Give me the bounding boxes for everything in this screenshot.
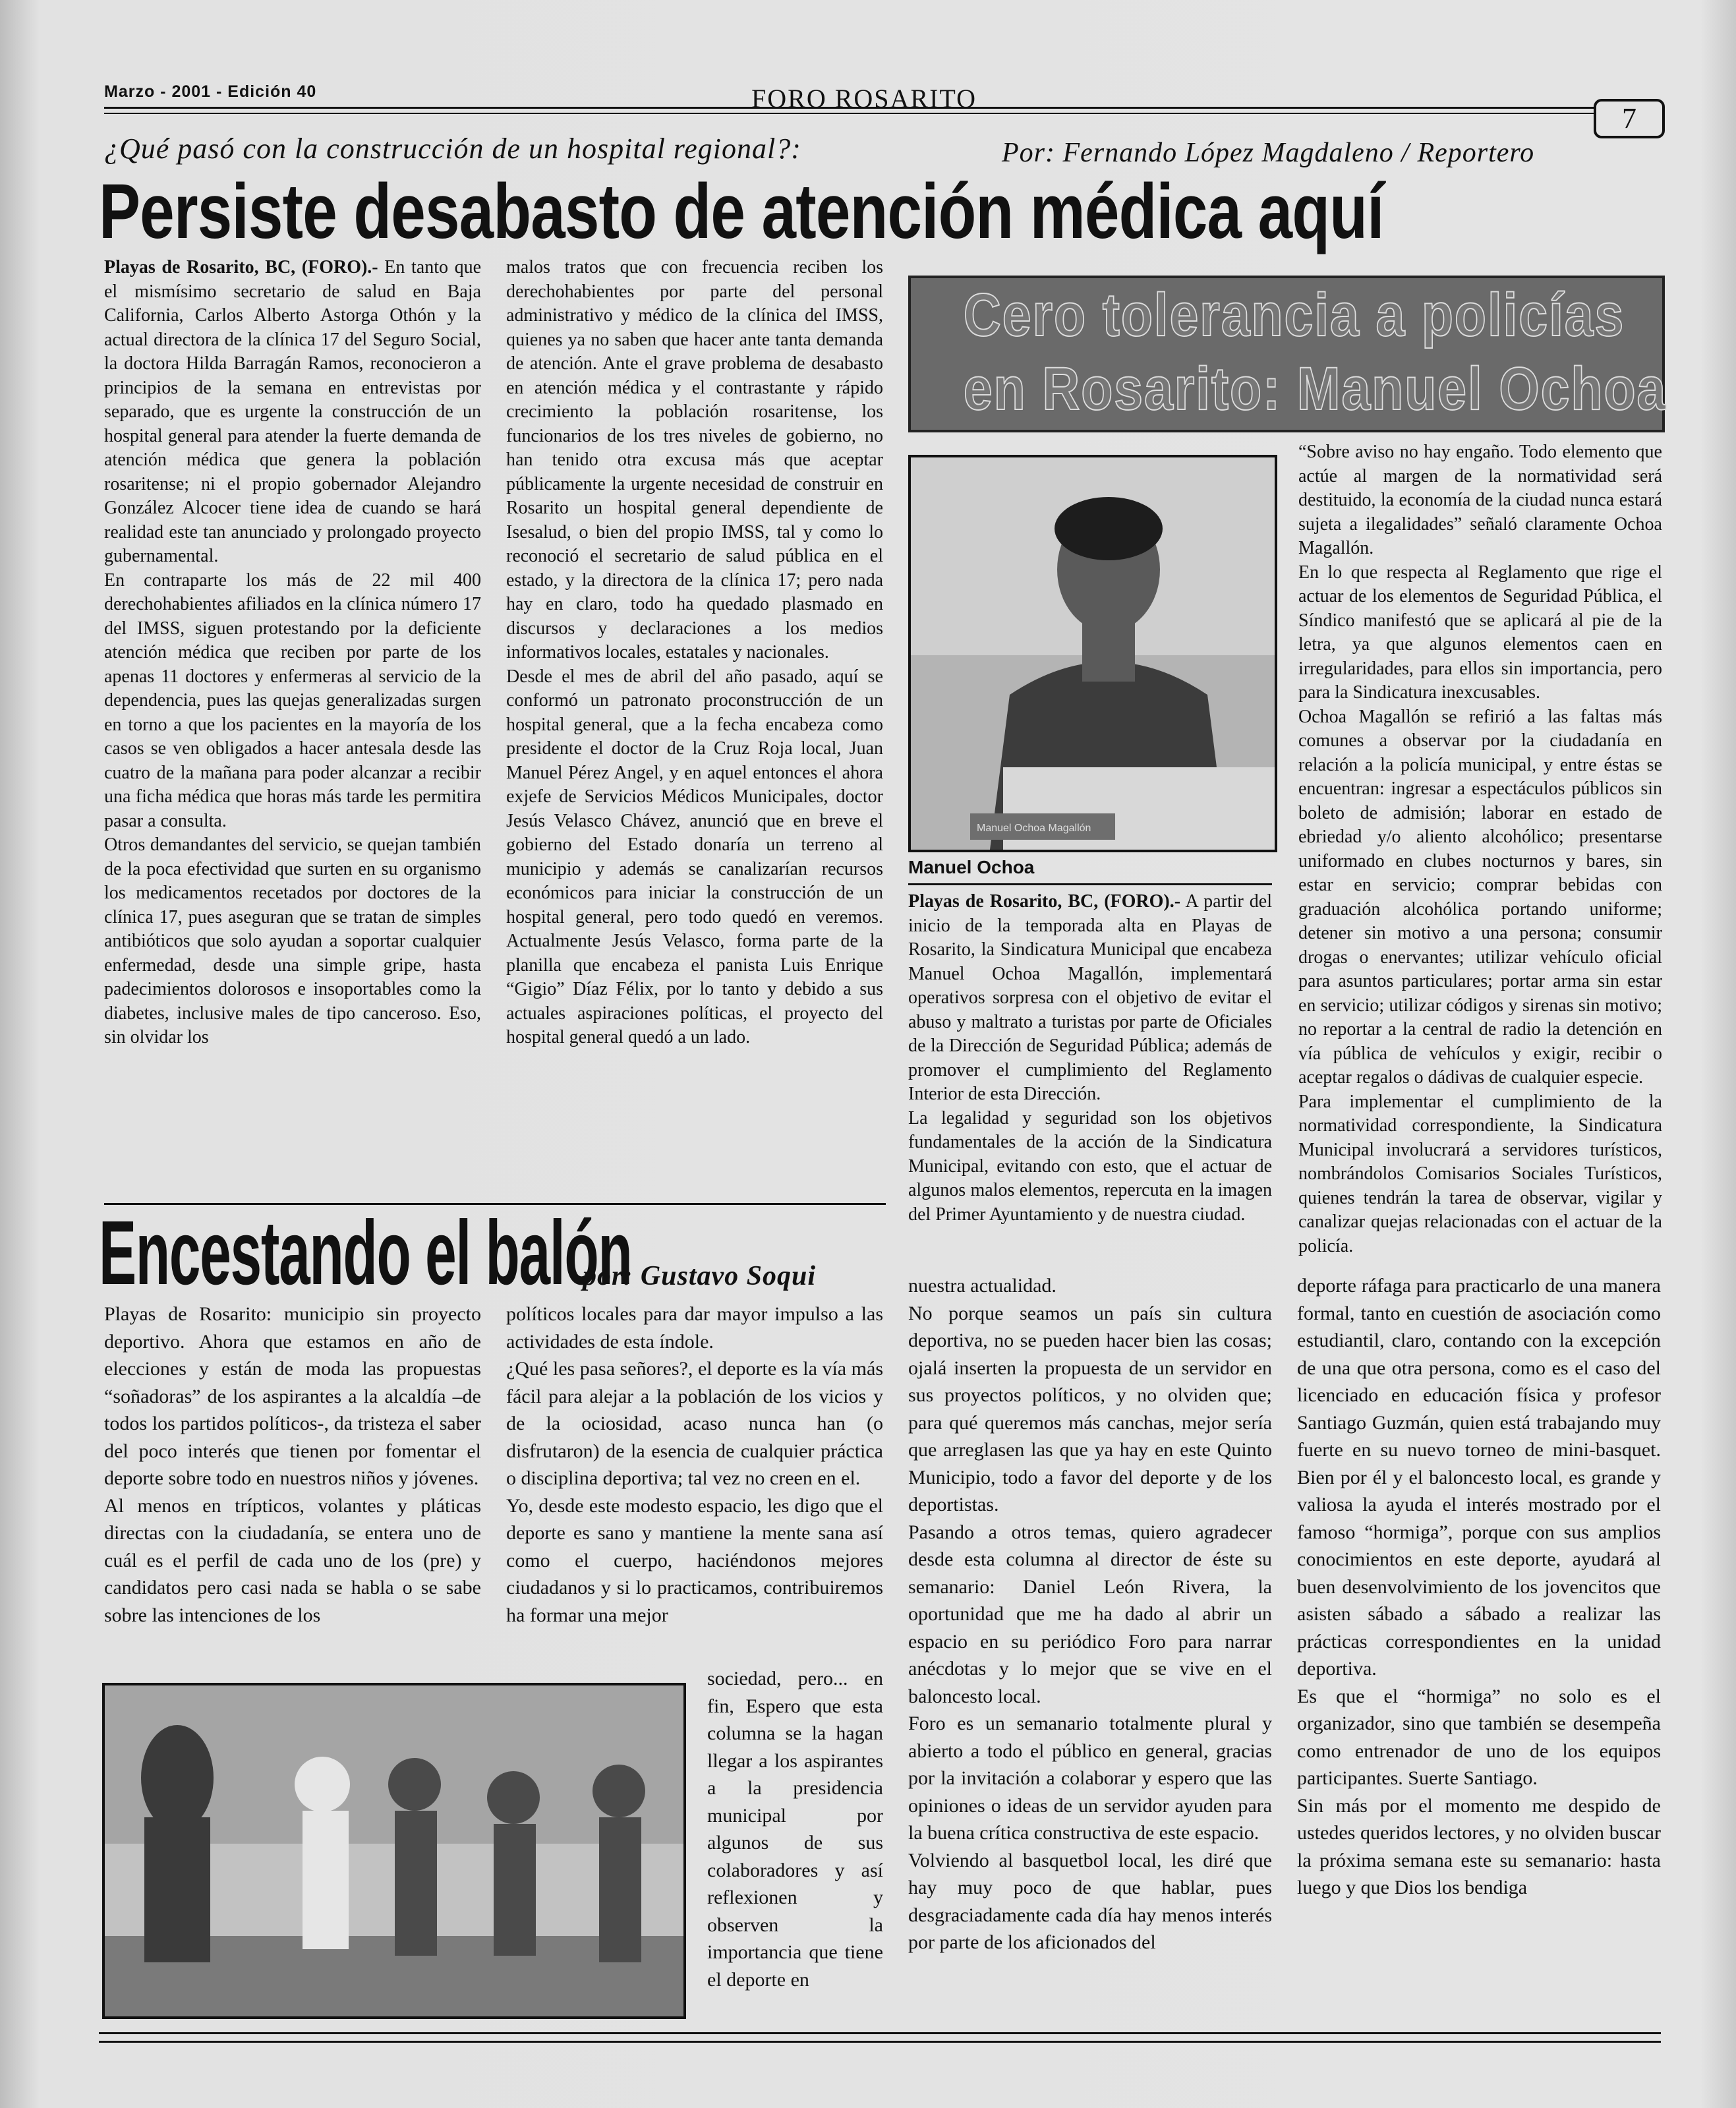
article3-byline: por: Gustavo Soqui (583, 1261, 817, 1291)
page-number: 7 (1594, 99, 1665, 138)
article1-paragraph: Playas de Rosarito, BC, (FORO).- En tanto que el mismísimo secretario de salud en Baja California, Carlos Alberto Astorga Othón y la actual directora de la clínica 17 del Seguro Social, la doctora Hilda Barragán Ramos, reconocieron a principios de la semana en entrevistas por separado, que es urgente la construcción de un hospital general para atender la fuerte demanda de atención médica que genera la población rosaritense; ni el propio gobernador Alejandro González Alcocer tiene idea de cuando se hará realidad este tan anunciado y prolongado proyecto gubernamental. (104, 257, 482, 566)
article3-paragraph: Sin más por el momento me despido de ustedes queridos lectores, y no olviden buscar la próxima semana este su semanario: hasta luego y que Dios los bendiga (1297, 1794, 1661, 1898)
article3-paragraph: sociedad, pero... en fin, Espero que esta columna se la hagan llegar a los aspirantes a la presidencia municipal por algunos de sus colaboradores y así reflexionen y observen la importancia que tiene el deporte en (707, 1668, 883, 1991)
article3-column-1 (104, 1301, 481, 1629)
article2-paragraph: Playas de Rosarito, BC, (FORO).- A partir del inicio de la temporada alta en Playas de Rosarito, la Sindicatura Municipal que encabeza Manuel Ochoa Magallón, implementará operativos sorpresa con el objetivo de evitar el abuso y maltrato a turistas por parte de Oficiales de la Dirección de Seguridad Pública; además de promover el cumplimiento del Reglamento Interior de esta Dirección. (908, 891, 1272, 1104)
article2-paragraph: Ochoa Magallón se refirió a las faltas más comunes a observar por la ciudadanía en relación a la policía municipal, y entre éstas se encuentran: ingresar a espectáculos públicos sin boleto de admisión; laborar en estado de ebriedad y/o aliento alcohólico; presentarse uniformado en clubes nocturnos y bares, sin estar en servicio; comprar bebidas con graduación alcohólica portando uniforme; detener sin motivo a una persona; consumir drogas o enervantes; utilizar vehículo oficial para asuntos particulares; portar arma sin estar en servicio; utilizar códigos y sirenas sin motivo; no reportar a la central de radio la detención en vía pública de vehículos y exigir, recibir o aceptar regalos o dádivas de cualquier especie. (1298, 706, 1662, 1088)
article3-column-2 (506, 1301, 883, 1629)
article2-column-1 (908, 890, 1272, 1227)
issue-date: Marzo - 2001 - Edición 40 (104, 82, 317, 101)
article1-paragraph: Desde el mes de abril del año pasado, aquí se conformó un patronato proconstrucción de un hospital general, que a la fecha encabeza como presidente el doctor de la Cruz Roja local, Juan Manuel Pérez Angel, y en aquel entonces el ahora exjefe de Servicios Médicos Municipales, doctor Jesús Velasco Chávez, anunció que en breve el gobierno del Estado donaría un terreno al municipio y además se canalizarían recursos económicos para iniciar la construcción de un hospital general, pero todo quedó en veremos. Actualmente Jesús Velasco, forma parte de la planilla que encabeza el panista Luis Enrique “Gigio” Díaz Félix, por lo tanto y debido a sus actuales aspiraciones políticas, el proyecto del hospital general quedó a un lado. (506, 666, 883, 1047)
article3-column-4 (1297, 1272, 1661, 1902)
photo-caption: Manuel Ochoa (908, 857, 1035, 877)
article3-column-2-narrow (707, 1665, 883, 1993)
article3-paragraph: nuestra actualidad. (908, 1275, 1056, 1297)
article1-byline: Por: Fernando López Magdaleno / Reportero (1002, 138, 1535, 168)
article2-paragraph: “Sobre aviso no hay engaño. Todo elemento que actúe al margen de la normatividad será destituido, la economía de la ciudad nunca estará sujeta a ilegalidades” señaló claramente Ochoa Magallón. (1298, 442, 1662, 558)
article1-paragraph: En contraparte los más de 22 mil 400 derechohabientes afiliados en la clínica número 17 del IMSS, siguen protestando por la deficiente atención médica que reciben por parte de los apenas 11 doctores y enfermeras al servicio de la dependencia, pues las quejas generalizadas surgen en torno a que los pacientes en la mayoría de los casos se ven obligados a hacer antesala desde las cuatro de la mañana para poder alcanzar a recibir una ficha médica que horas más tarde les permitira pasar a consulta. (104, 570, 481, 831)
article3-paragraph: ¿Qué les pasa señores?, el deporte es la vía más fácil para alejar a la población de los vicios y de la ociosidad, acaso nunca han (o disfrutaron) de la esencia de cualquier práctica o disciplina deportiva; tal vez no creen en el. (506, 1358, 883, 1489)
article1-dateline: Playas de Rosarito, BC, (FORO).- (104, 257, 378, 278)
portrait-illustration (911, 457, 1275, 850)
stage-illustration (105, 1685, 683, 2016)
article2-paragraph: La legalidad y seguridad son los objetivos fundamentales de la acción de la Sindicatura Municipal, evitando con esto, que el actuar de algunos malos elementos, repercuta en la imagen del Primer Ayuntamiento y de nuestra ciudad. (908, 1107, 1272, 1225)
article3-paragraph: políticos locales para dar mayor impulso a las actividades de esta índole. (506, 1303, 883, 1353)
newspaper-name: FORO ROSARITO (751, 84, 977, 113)
article3-paragraph: Pasando a otros temas, quiero agradecer desde esta columna al director de éste su semanario: Daniel León Rivera, la oportunidad que me ha dado al abrir un espacio en su periódico Foro para narrar anécdotas y lo mejor que se vive en el baloncesto local. (908, 1521, 1272, 1707)
article2-headline (908, 276, 1665, 432)
article3-paragraph: No porque seamos un país sin cultura deportiva, no se pueden hacer bien las cosas; ojalá inserten la propuesta de un servidor en sus proyectos políticos, y no olviden que; para qué queremos más canchas, mejor sería que arreglasen las que ya hay en este Quinto Municipio, todo a favor del deporte y de los deportistas. (908, 1302, 1272, 1515)
nameplate: Manuel Ochoa Magallón (977, 823, 1091, 834)
article3-paragraph: Es que el “hormiga” no solo es el organizador, sino que también se desempeña como entrenador de uno de los equipos participantes. Suerte Santiago. (1297, 1685, 1661, 1789)
article2-dateline: Playas de Rosarito, BC, (FORO).- (908, 891, 1181, 912)
article3-column-3 (908, 1272, 1272, 1956)
article1-kicker: ¿Qué pasó con la construcción de un hospital regional?: (104, 132, 801, 165)
footer-rule (99, 2032, 1661, 2043)
event-photo (102, 1683, 686, 2019)
caption-rule (908, 883, 1272, 885)
article3-paragraph: Volviendo al basquetbol local, les diré que hay muy poco de que hablar, pues desgraciadamente cada día hay menos interés por parte de los aficionados del (908, 1849, 1272, 1953)
header-rule (104, 107, 1594, 114)
article1-column-2 (506, 256, 883, 1050)
article3-paragraph: Al menos en trípticos, volantes y pláticas directas con la ciudadanía, se entera uno de cuál es el perfil de cada uno de los (pre) y candidatos pero casi nada se habla o se sabe sobre las intenciones de los (104, 1494, 481, 1626)
article3-paragraph: Yo, desde este modesto espacio, les digo que el deporte es sano y mantiene la mente sana así como el cuerpo, haciéndonos mejores ciudadanos y si lo practicamos, contribuiremos ha formar una mejor (506, 1494, 883, 1626)
article3-paragraph: Playas de Rosarito: municipio sin proyecto deportivo. Ahora que estamos en año de elecciones y están de moda las propuestas “soñadoras” de los aspirantes a la alcaldía –de todos los partidos políticos-, da tristeza el saber del poco interés que tienen por fomentar el deporte sobre todo en nuestros niños y jóvenes. (104, 1303, 481, 1489)
article1-paragraph: malos tratos que con frecuencia reciben los derechohabientes por parte del personal administrativo y médico de la clínica del IMSS, quienes ya no saben que hacer ante tanta demanda de atención. Ante el grave problema de desabasto en atención médica y el contrastante y rápido crecimiento la población rosaritense, los funcionarios de los tres niveles de gobierno, no han tenido otra excusa más que aceptar públicamente la urgente necesidad de construir en Rosarito un hospital general dependiente de Isesalud, o bien del propio IMSS, tal y como lo reconoció el secretario de salud pública en el estado, y la directora de la clínica 17; pero nada hay en claro, todo ha quedado plasmado en discursos y declaraciones a los medios informativos locales, estatales y nacionales. (506, 257, 883, 662)
article3-paragraph: Foro es un semanario totalmente plural y abierto a todo el público en general, gracias por la invitación a colaborar y espero que las opiniones o ideas de un servidor ayuden para la buena crítica constructiva de este espacio. (908, 1713, 1272, 1844)
article2-paragraph: En lo que respecta al Reglamento que rige el actuar de los elementos de Seguridad Pública, el Síndico manifestó que se aplicará al pie de la letra, ya que algunos elementos caen en irregularidades, para ellos sin importancia, pero para la Sindicatura inexcusables. (1298, 562, 1662, 703)
article1-column-1 (104, 256, 481, 1050)
article1-paragraph: Otros demandantes del servicio, se quejan también de la poca efectividad que surten en su organismo los medicamentos recetados por doctores de la clínica 17, pues aseguran que se tratan de simples antibióticos que solo ayudan a soportar cualquier enfermedad, desde una simple gripe, hasta padecimientos dolorosos e insoportables como la diabetes, inclusive males de tipo canceroso. Eso, sin olvidar los (104, 834, 481, 1047)
article2-column-2 (1298, 440, 1662, 1258)
article3-headline: Encestando el balón (99, 1202, 632, 1304)
manuel-ochoa-photo (908, 455, 1277, 852)
article2-paragraph: Para implementar el cumplimiento de la normatividad correspondiente, la Sindicatura Municipal involucrará a servidores turísticos, nombrándolos Comisarios Sociales Turísticos, quienes tendrán la tarea de observar, vigilar y canalizar quejas relacionadas con el actuar de la policía. (1298, 1091, 1662, 1256)
article3-paragraph: deporte ráfaga para practicarlo de una manera formal, tanto en cuestión de asociación como estudiantil, claro, contando con la excepción de una que otra persona, como es el caso del licenciado en educación física y profesor Santiago Guzmán, quien está trabajando muy fuerte en su nuevo torneo de mini-basquet. Bien por él y el baloncesto local, es grande y valiosa la ayuda el interés mostrado por el famoso “hormiga”, porque con sus amplios conocimientos en este deporte, ayudará al buen desenvolvimiento de los jovencitos que asisten sábado a sábado a realizar las prácticas correspondientes en la unidad deportiva. (1297, 1275, 1661, 1680)
article1-headline: Persiste desabasto de atención médica aquí (99, 168, 1384, 255)
article2-headline-line: Cero tolerancia a policías (963, 281, 1625, 349)
article2-headline-line: en Rosarito: Manuel Ochoa (963, 355, 1667, 423)
